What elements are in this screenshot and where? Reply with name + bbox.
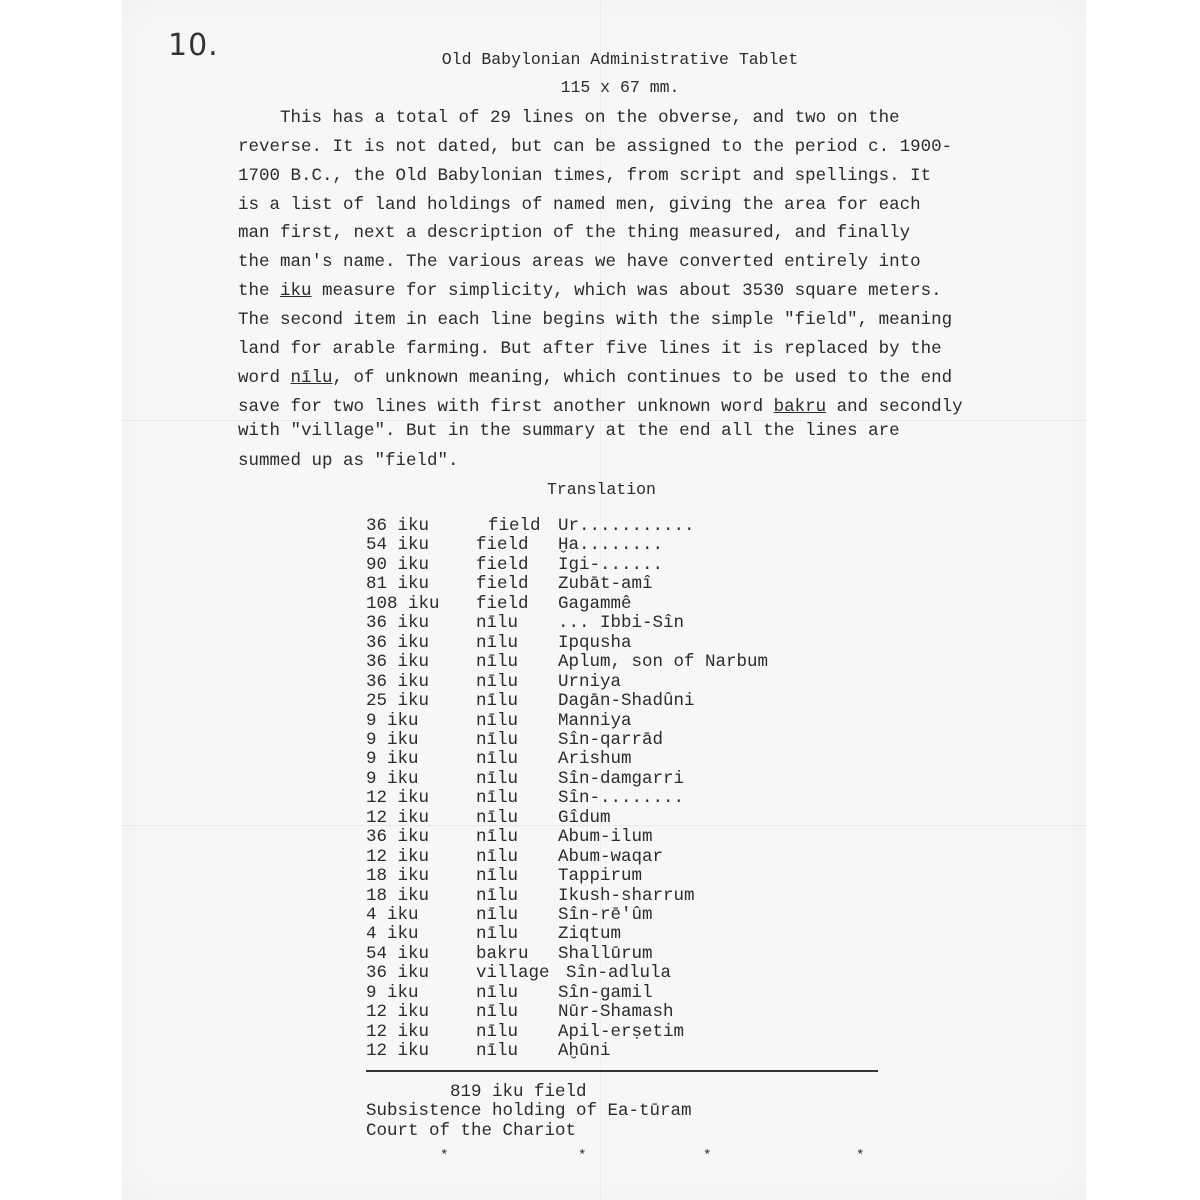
text-run: , of unknown meaning, which continues to be used to the end [332, 368, 953, 388]
text-run: measure for simplicity, which was about 3530 square meters. [311, 281, 942, 301]
entry-name: Sîn-........ [558, 788, 685, 809]
entry-type: field [476, 535, 529, 556]
entry-type: nīlu [476, 846, 519, 867]
entry-name: Aplum, son of Narbum [558, 652, 769, 673]
summary-holding: Subsistence holding of Ea-tūram [366, 1101, 692, 1121]
entry-area: 108 iku [366, 593, 440, 614]
entry-area: 18 iku [366, 866, 430, 887]
entry-area: 12 iku [366, 846, 430, 867]
text-run: with "village". But in the summary at the end all the lines are [238, 421, 900, 441]
entry-area: 36 iku [366, 963, 430, 984]
entry-area: 4 iku [366, 905, 419, 925]
text-run: the man's name. The various areas we have converted entirely into [238, 252, 921, 272]
paragraph-line [238, 423, 900, 441]
entry-name: Sîn-gamil [558, 982, 653, 1003]
entry-area: 12 iku [366, 1002, 430, 1023]
asterisk: * [578, 1148, 587, 1164]
entry-type: field [476, 574, 529, 595]
entry-area: 9 iku [366, 710, 419, 731]
text-run: the [238, 281, 281, 301]
paragraph-line [238, 283, 942, 301]
entry-area: 18 iku [366, 885, 430, 906]
entry-area: 36 iku [366, 652, 430, 673]
entry-name: Apil-erṣetim [558, 1021, 685, 1042]
entry-area: 9 iku [366, 768, 419, 789]
entry-type: nīlu [476, 613, 519, 634]
entry-type: nīlu [476, 885, 519, 906]
asterisk: * [703, 1148, 712, 1164]
paragraph-line [238, 168, 931, 186]
paragraph-line [238, 197, 921, 215]
entry-name: Gagammê [558, 593, 632, 614]
entry-name: Manniya [558, 710, 632, 731]
text-run: summed up as "field". [238, 451, 459, 471]
text-run: The second item in each line begins with the simple "field", meaning [238, 310, 953, 330]
entry-name: Abum-ilum [558, 827, 653, 848]
entry-type: nīlu [476, 982, 519, 1003]
entry-area: 12 iku [366, 1021, 430, 1042]
text-run: land for arable farming. But after five lines it is replaced by the [238, 339, 942, 359]
document-title: Old Babylonian Administrative Tablet [441, 50, 799, 69]
entry-area: 9 iku [366, 982, 419, 1003]
summary-court: Court of the Chariot [366, 1121, 577, 1141]
entry-type: nīlu [476, 807, 519, 828]
underlined-term: iku [280, 281, 312, 301]
entry-type: nīlu [476, 1002, 519, 1023]
entry-area: 12 iku [366, 788, 430, 809]
entry-type: nīlu [476, 1021, 519, 1042]
entry-area: 25 iku [366, 691, 430, 712]
page-number: 10. [168, 28, 219, 63]
paragraph-line [238, 312, 952, 330]
entry-type: nīlu [476, 652, 519, 673]
entry-name: Dagān-Shadûni [558, 691, 695, 712]
entry-name: Sîn-rē'ûm [558, 905, 653, 925]
entry-name: Ipqusha [558, 632, 632, 653]
translation-heading: Translation [547, 480, 656, 499]
entry-area: 54 iku [366, 535, 430, 556]
entry-type: field [488, 516, 541, 536]
entry-type: field [476, 554, 529, 575]
text-run: This has a total of 29 lines on the obverse, and two on the [238, 108, 900, 128]
asterisk: * [856, 1148, 865, 1164]
entry-name: Sîn-damgarri [558, 768, 685, 789]
entry-area: 36 iku [366, 632, 430, 653]
entry-type: nīlu [476, 710, 519, 731]
text-run: reverse. It is not dated, but can be assigned to the period c. 1900- [238, 137, 953, 157]
text-run: and secondly [826, 397, 963, 417]
asterisk: * [440, 1148, 449, 1164]
entry-name: Abum-waqar [558, 846, 664, 867]
paragraph-line [238, 453, 459, 471]
tablet-dimensions: 115 x 67 mm. [560, 78, 680, 97]
text-run: man first, next a description of the thing measured, and finally [238, 223, 911, 243]
entry-area: 90 iku [366, 554, 430, 575]
entry-name: Nūr-Shamash [558, 1002, 674, 1023]
entry-area: 81 iku [366, 574, 430, 595]
entry-type: nīlu [476, 788, 519, 809]
entry-name: Igi-...... [558, 554, 664, 575]
entry-name: Ziqtum [558, 924, 622, 945]
entry-name: Arishum [558, 749, 632, 770]
underlined-term: bakru [773, 397, 827, 417]
total-rule [366, 1070, 878, 1072]
entry-area: 12 iku [366, 1041, 430, 1062]
entry-name: Tappirum [558, 866, 643, 887]
paragraph-line [238, 399, 963, 417]
entry-type: nīlu [476, 905, 519, 925]
paragraph-line [238, 370, 952, 388]
entry-area: 9 iku [366, 729, 419, 750]
entry-type: nīlu [476, 924, 519, 945]
summary-total: 819 iku field [450, 1082, 587, 1102]
entry-area: 36 iku [366, 671, 430, 692]
entry-name: Sîn-adlula [566, 963, 672, 984]
entry-area: 9 iku [366, 749, 419, 770]
paragraph-line [238, 110, 900, 128]
entry-type: nīlu [476, 632, 519, 653]
entry-name: Ur........... [558, 516, 695, 536]
entry-area: 36 iku [366, 516, 430, 536]
entry-type: village [476, 963, 550, 984]
text-run: word [238, 368, 291, 388]
paragraph-line [238, 225, 910, 243]
entry-type: nīlu [476, 768, 519, 789]
entry-name: Urniya [558, 671, 622, 692]
entry-name: Ikush-sharrum [558, 885, 695, 906]
text-run: is a list of land holdings of named men, giving the area for each [238, 195, 921, 215]
paragraph-line [238, 254, 921, 272]
entry-type: nīlu [476, 1041, 519, 1062]
entry-area: 54 iku [366, 943, 430, 964]
entry-type: nīlu [476, 691, 519, 712]
entry-type: nīlu [476, 729, 519, 750]
entry-area: 36 iku [366, 827, 430, 848]
entry-area: 12 iku [366, 807, 430, 828]
entry-type: bakru [476, 943, 529, 964]
text-run: save for two lines with first another unknown word [238, 397, 774, 417]
entry-name: Sîn-qarrād [558, 729, 664, 750]
entry-name: Zubāt-amî [558, 574, 653, 595]
entry-type: nīlu [476, 749, 519, 770]
entry-type: nīlu [476, 671, 519, 692]
entry-type: nīlu [476, 866, 519, 887]
entry-type: field [476, 593, 529, 614]
entry-area: 4 iku [366, 924, 419, 945]
underlined-term: nīlu [290, 368, 333, 388]
entry-name: Aḫūni [558, 1041, 611, 1062]
paragraph-line [238, 139, 952, 157]
paragraph-line [238, 341, 942, 359]
entry-name: Ḫa........ [558, 535, 664, 556]
entry-name: Gîdum [558, 807, 611, 828]
entry-type: nīlu [476, 827, 519, 848]
entry-name: Shallūrum [558, 943, 653, 964]
text-run: 1700 B.C., the Old Babylonian times, from script and spellings. It [238, 166, 932, 186]
entry-area: 36 iku [366, 613, 430, 634]
entry-name: ... Ibbi-Sîn [558, 613, 685, 634]
